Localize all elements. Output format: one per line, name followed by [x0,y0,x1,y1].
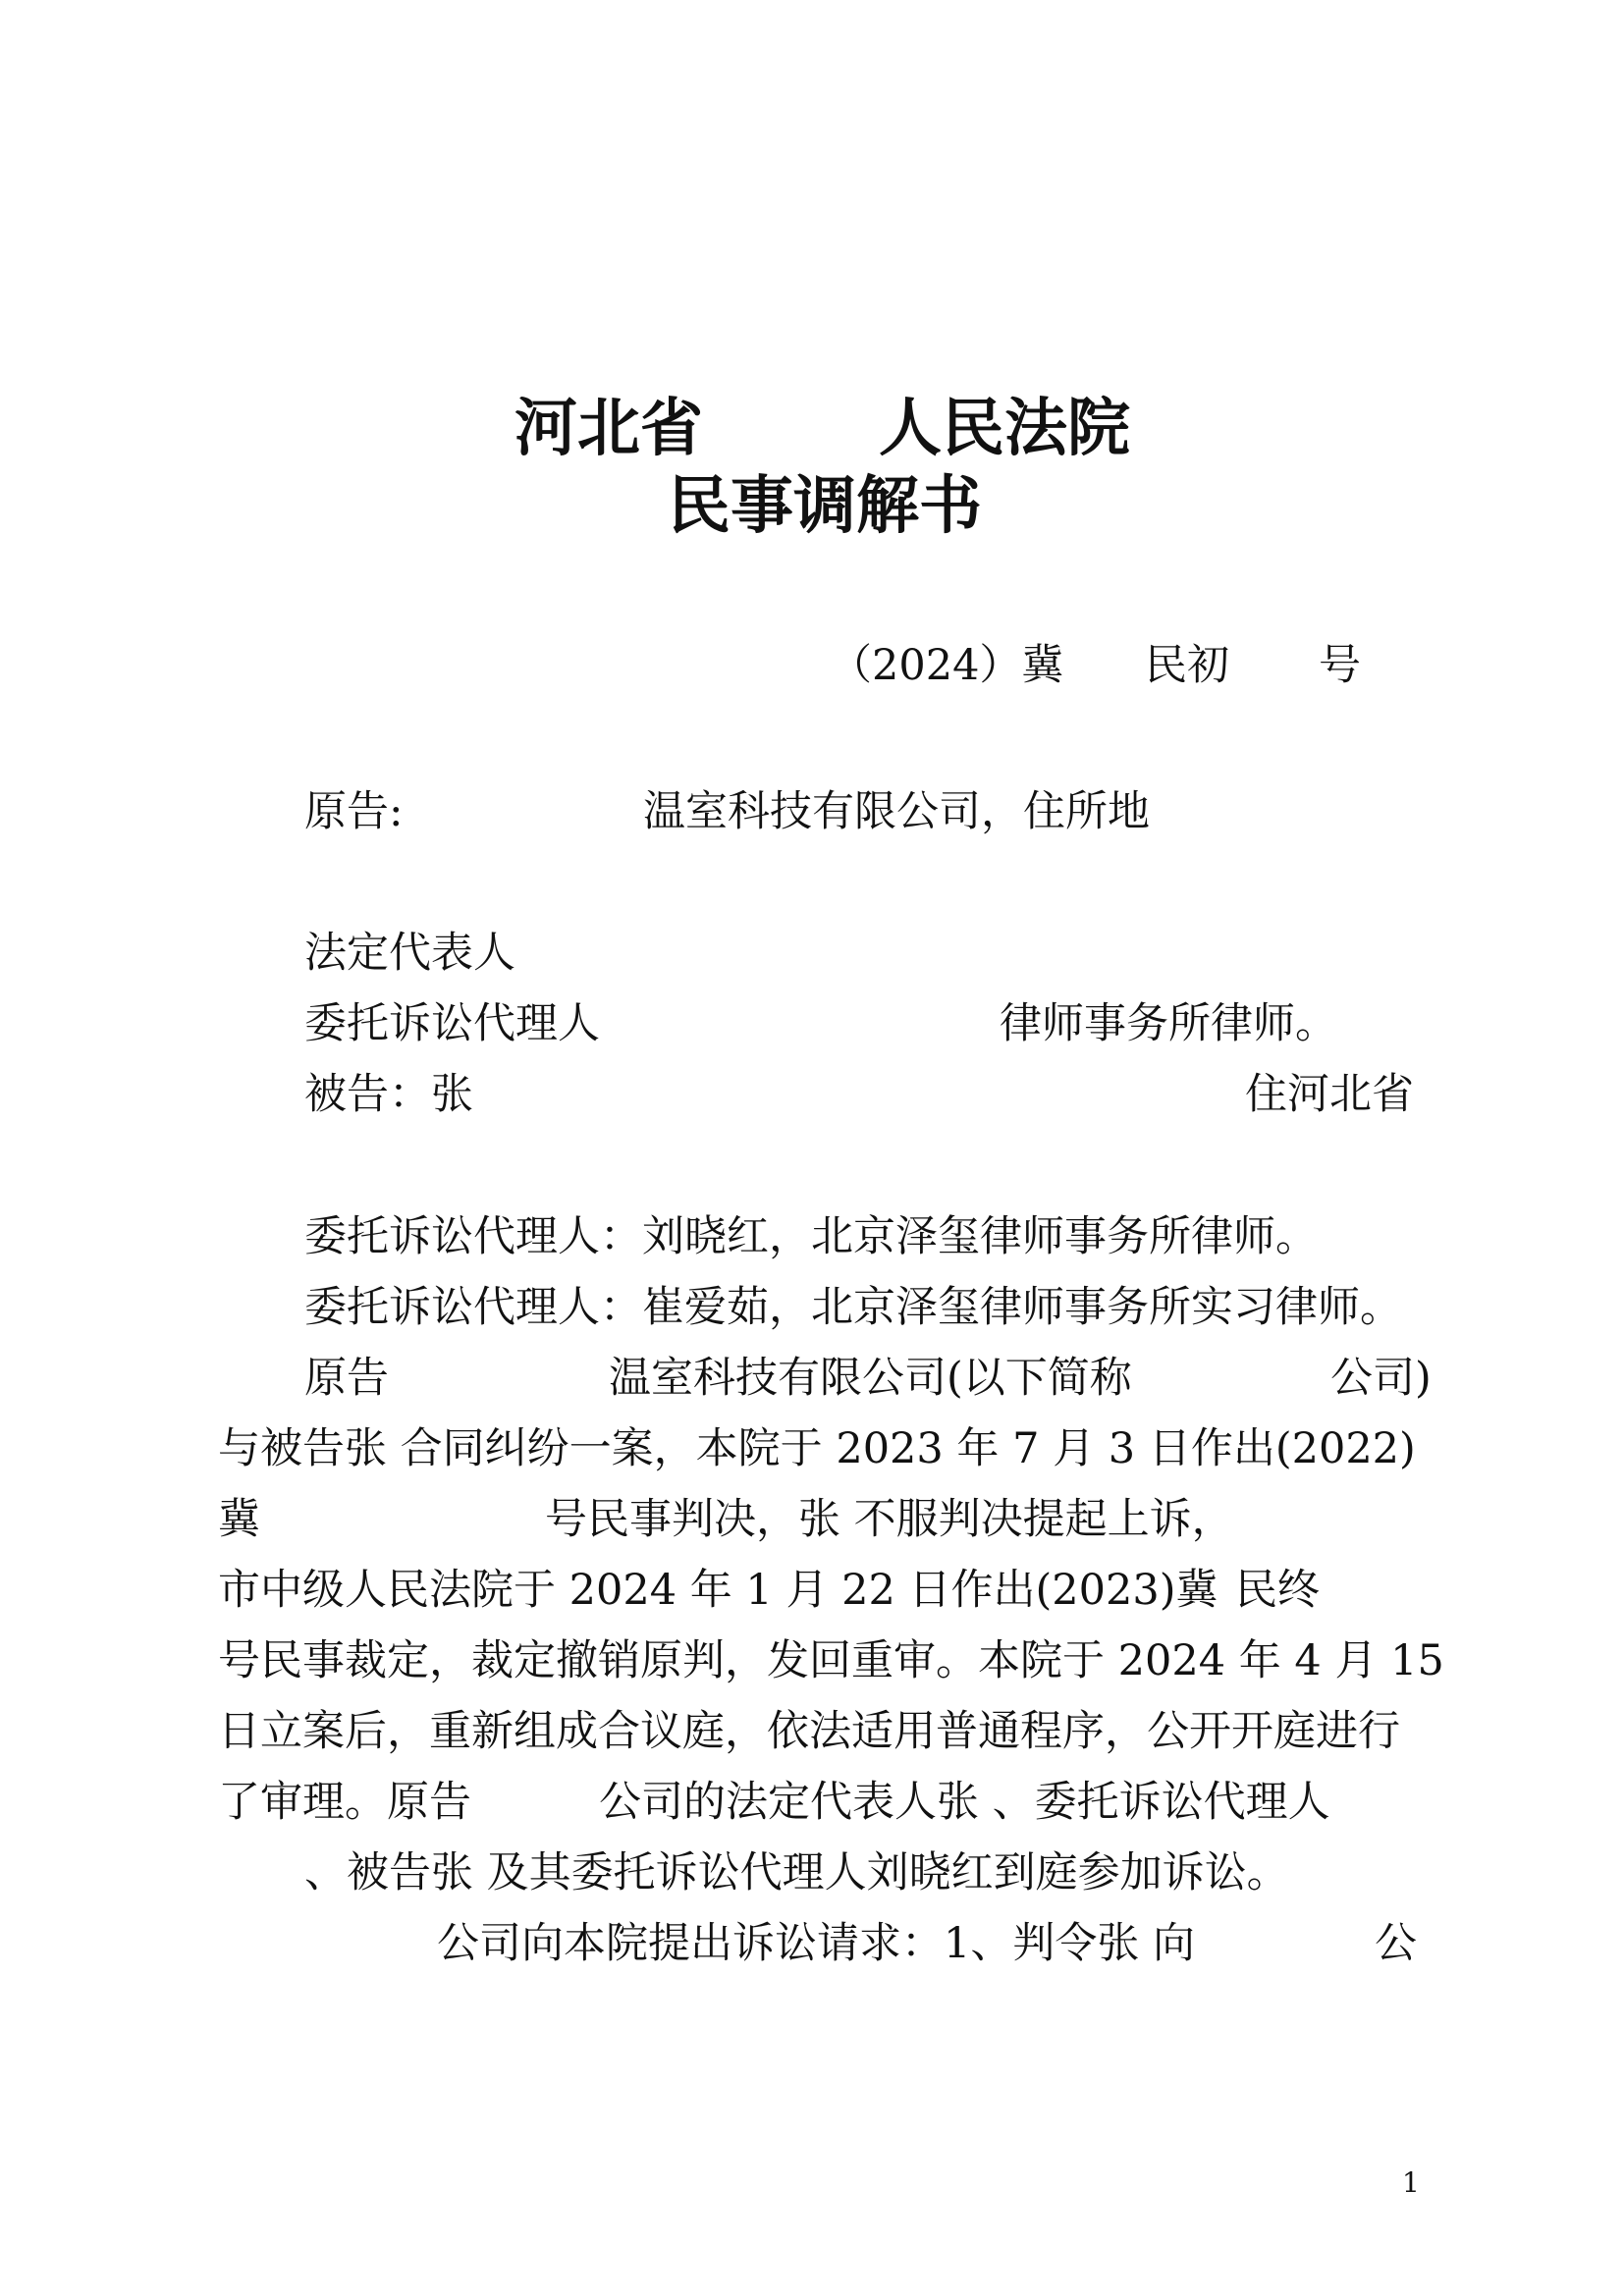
document-type-title: 民事调解书 [668,470,982,543]
agent-firm: 律师事务所律师。 [1000,999,1337,1048]
agent-label: 委托诉讼代理人 [304,999,600,1048]
body-line-7b: 公司的法定代表人张 、委托诉讼代理人 [599,1778,1330,1827]
body-line-2: 与被告张 合同纠纷一案，本院于 2023 年 7 月 3 日作出(2022) [218,1424,1416,1473]
body-line-9a: 公司向本院提出诉讼请求：1、判令张 向 [437,1919,1196,1968]
plaintiff-name: 温室科技有限公司，住所地 [643,787,1150,836]
body-line-7a: 了审理。原告 [218,1778,471,1827]
legal-representative: 法定代表人 [304,929,515,978]
page-number: 1 [1402,2166,1420,2199]
body-line-6: 日立案后，重新组成合议庭，依法适用普通程序，公开开庭进行 [218,1707,1400,1756]
body-line-1a: 原告 [304,1354,389,1403]
court-name-left: 河北省 [514,393,703,465]
court-name-right: 人民法院 [879,393,1130,465]
body-line-4b: 民终 [1235,1566,1320,1615]
body-line-1c: 公司) [1330,1354,1432,1403]
body-line-8: 、被告张 及其委托诉讼代理人刘晓红到庭参加诉讼。 [304,1848,1289,1897]
body-line-4a: 市中级人民法院于 2024 年 1 月 22 日作出(2023)冀 [218,1566,1218,1615]
plaintiff-label: 原告: [304,787,404,836]
defendant-address: 住河北省 [1245,1070,1414,1119]
defendant-agent-1: 委托诉讼代理人：刘晓红，北京泽玺律师事务所律师。 [304,1212,1318,1261]
body-line-1b: 温室科技有限公司(以下简称 [609,1354,1132,1403]
body-line-5: 号民事裁定，裁定撤销原判，发回重审。本院于 2024 年 4 月 15 [218,1636,1444,1685]
case-number-end: 号 [1319,641,1361,690]
body-line-3b: 号民事判决，张 不服判决提起上诉， [545,1495,1234,1544]
defendant-agent-2: 委托诉讼代理人：崔爱茹，北京泽玺律师事务所实习律师。 [304,1283,1402,1332]
case-number-mid: 民初 [1145,641,1229,690]
body-line-3a: 冀 [218,1495,260,1544]
case-number-year: （2024）冀 [830,641,1064,690]
body-line-9b: 公 [1375,1919,1417,1968]
defendant-label: 被告：张 [304,1070,473,1119]
